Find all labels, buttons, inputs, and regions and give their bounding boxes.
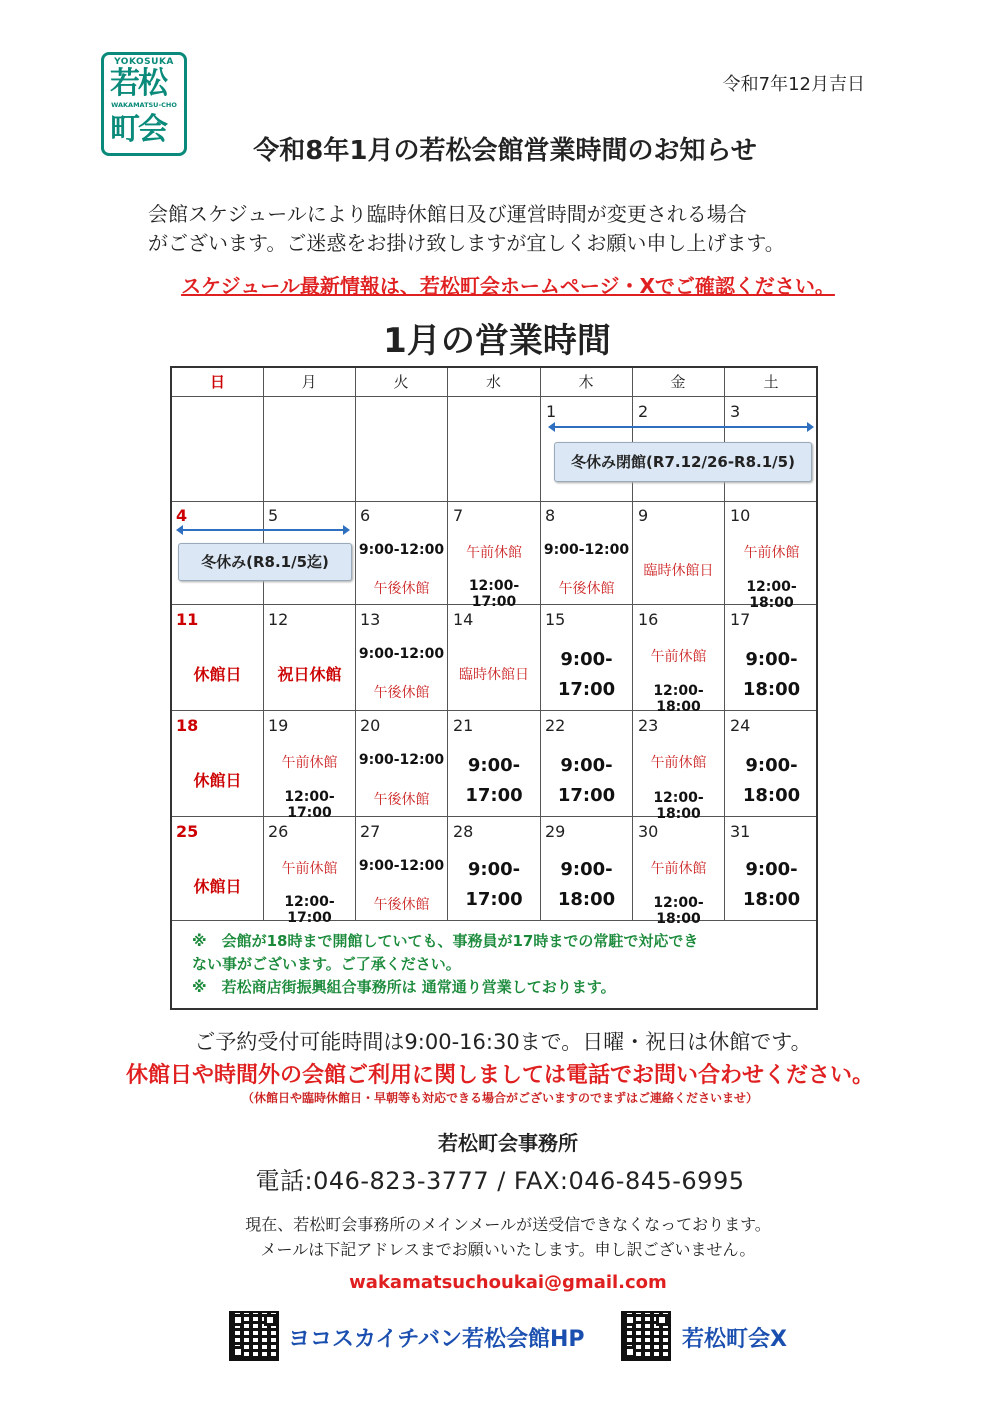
day-number: 6	[360, 506, 371, 525]
day-number: 18	[176, 716, 199, 735]
reservation-hours: ご予約受付可能時間は9:00-16:30まで。日曜・祝日は休館です。	[194, 1030, 812, 1054]
day-number: 12	[268, 610, 289, 629]
hours-text: 12:00-18:00	[653, 895, 704, 927]
intro-line-2: がございます。ご迷惑をお掛け致しますが宜しくお願い申し上げます。	[148, 231, 785, 255]
winter-break-banner: 冬休み(R8.1/5迄)	[178, 543, 352, 581]
day-number: 10	[730, 506, 751, 525]
closed-text: 午後休館	[373, 897, 430, 913]
day-number: 24	[730, 716, 751, 735]
day-number: 7	[453, 506, 464, 525]
hours-text: 9:00-12:00	[358, 858, 445, 874]
closed-day-text: 休館日	[193, 877, 242, 896]
day-number: 31	[730, 822, 751, 841]
day-number: 15	[545, 610, 566, 629]
qr-code-icon[interactable]	[229, 1311, 279, 1361]
hours-text: 9:00- 18:00	[742, 755, 801, 806]
closed-text: 午前休館	[650, 755, 707, 771]
note-line: ※ 若松商店街振興組合事務所は 通常通り営業しております。	[192, 978, 616, 996]
logo-kanji-top: 若松	[110, 66, 166, 101]
schedule-notice	[0, 270, 1000, 299]
issue-date: 令和7年12月吉日	[722, 74, 865, 95]
closed-text: 午前休館	[466, 545, 522, 561]
mail-notice-line: 現在、若松町会事務所のメインメールが送受信できなくなっております。	[245, 1215, 771, 1234]
intro-text	[148, 200, 868, 258]
logo-kanji-bottom: 町会	[110, 112, 166, 147]
calendar-title: 1月の営業時間	[383, 321, 611, 361]
hours-text: 12:00-17:00	[468, 578, 520, 610]
day-number: 28	[453, 822, 474, 841]
hours-text: 9:00-12:00	[358, 542, 445, 558]
hours-text: 9:00-12:00	[358, 752, 445, 768]
winter-closed-banner: 冬休み閉館(R7.12/26-R8.1/5)	[554, 442, 812, 482]
day-number: 20	[360, 716, 381, 735]
intro-line-1: 会館スケジュールにより臨時休館日及び運営時間が変更される場合	[148, 202, 747, 226]
weekday-mon: 月	[301, 373, 317, 391]
weekday-thu: 木	[578, 373, 594, 391]
phone-fax: 電話:046-823-3777 / FAX:046-845-6995	[255, 1167, 745, 1195]
period-arrow	[550, 426, 812, 428]
hours-text: 12:00-17:00	[284, 789, 335, 821]
day-number: 17	[730, 610, 751, 629]
hours-text: 9:00- 18:00	[742, 649, 801, 700]
note-line: ない事がございます。ご了承ください。	[192, 955, 461, 973]
day-number: 29	[545, 822, 566, 841]
weekday-fri: 金	[670, 373, 686, 391]
day-number: 16	[638, 610, 659, 629]
hours-text: 9:00- 18:00	[557, 859, 616, 910]
period-arrow	[178, 529, 348, 531]
mail-notice	[0, 1212, 1000, 1262]
holiday-closed-text: 祝日休館	[277, 665, 342, 684]
day-number: 13	[360, 610, 381, 629]
day-number: 22	[545, 716, 566, 735]
day-number: 21	[453, 716, 474, 735]
weekday-sat: 土	[763, 373, 779, 391]
closed-text: 午後休館	[558, 581, 615, 597]
closed-text: 午後休館	[373, 581, 430, 597]
day-number: 27	[360, 822, 381, 841]
page-title: 令和8年1月の若松会館営業時間のお知らせ	[253, 136, 757, 166]
weekday-wed: 水	[485, 373, 501, 391]
hp-link[interactable]: ヨコスカイチバン若松会館HP	[288, 1327, 585, 1352]
closed-day-text: 休館日	[193, 771, 242, 790]
day-number: 30	[638, 822, 659, 841]
weekday-tue: 火	[393, 373, 409, 391]
calendar-notes	[192, 930, 812, 999]
day-number: 2	[638, 402, 649, 421]
closed-text: 午後休館	[373, 685, 430, 701]
hours-text: 9:00- 17:00	[465, 755, 523, 806]
hours-text: 9:00- 18:00	[742, 859, 801, 910]
day-number: 26	[268, 822, 289, 841]
closed-day-text: 休館日	[193, 665, 242, 684]
closed-text: 臨時休館日	[643, 563, 714, 579]
hours-text: 12:00-18:00	[746, 579, 797, 611]
schedule-notice-text: スケジュール最新情報は、若松町会ホームページ・Xでご確認ください。	[181, 274, 835, 298]
logo-middle-text: WAKAMATSU-CHO	[111, 101, 177, 109]
day-number: 11	[176, 610, 199, 629]
closed-text: 午前休館	[281, 755, 338, 771]
day-number: 14	[453, 610, 474, 629]
logo-top-text: YOKOSUKA	[114, 57, 174, 67]
weekday-sun: 日	[209, 373, 225, 391]
closed-text: 臨時休館日	[459, 667, 529, 683]
mail-notice-line: メールは下記アドレスまでお願いいたします。申し訳ございません。	[260, 1240, 756, 1259]
hours-text: 12:00-17:00	[284, 894, 335, 926]
day-number: 9	[638, 506, 649, 525]
contact-subnote: （休館日や臨時休館日・早朝等も対応できる場合がございますのでまずはご連絡くださいませ）	[241, 1091, 758, 1105]
calendar-table	[170, 366, 818, 1010]
qr-code-icon[interactable]	[621, 1311, 671, 1361]
email-address[interactable]: wakamatsuchoukai@gmail.com	[349, 1272, 667, 1293]
day-number: 8	[545, 506, 556, 525]
day-number: 23	[638, 716, 659, 735]
contact-notice: 休館日や時間外の会館ご利用に関しましては電話でお問い合わせください。	[125, 1063, 874, 1088]
x-link[interactable]: 若松町会X	[682, 1327, 787, 1352]
day-number: 3	[730, 402, 741, 421]
hours-text: 12:00-18:00	[653, 683, 704, 715]
closed-text: 午前休館	[650, 861, 707, 877]
hours-text: 9:00-12:00	[543, 542, 630, 558]
closed-text: 午後休館	[373, 792, 430, 808]
hours-text: 12:00-18:00	[653, 790, 704, 822]
hours-text: 9:00-12:00	[358, 646, 445, 662]
closed-text: 午前休館	[281, 861, 338, 877]
hours-text: 9:00- 17:00	[557, 755, 616, 806]
day-number: 19	[268, 716, 289, 735]
day-number: 1	[546, 402, 557, 421]
closed-text: 午前休館	[650, 649, 707, 665]
closed-text: 午前休館	[743, 545, 800, 561]
hours-text: 9:00- 17:00	[557, 649, 616, 700]
day-number: 5	[268, 506, 279, 525]
hours-text: 9:00- 17:00	[465, 859, 523, 910]
day-number: 4	[176, 506, 188, 525]
day-number: 25	[176, 822, 199, 841]
note-line: ※ 会館が18時まで開館していても、事務員が17時までの常駐で対応でき	[192, 932, 699, 950]
office-name: 若松町会事務所	[438, 1131, 578, 1155]
